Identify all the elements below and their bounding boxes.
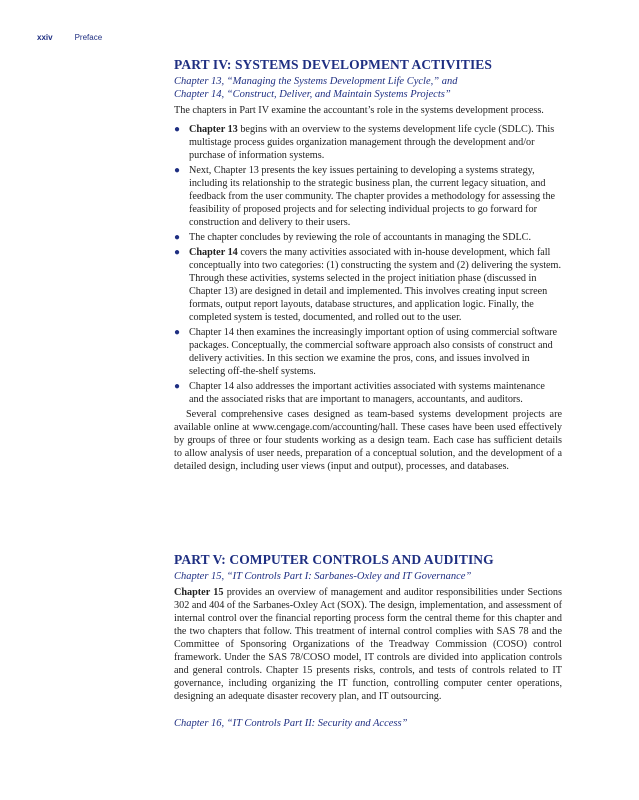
- list-item-text: Chapter 14 also addresses the important activities associated with systems maintenance and the associated risks that are important to managers, accountants, and auditors.: [189, 381, 545, 405]
- part-iv-title: PART IV: SYSTEMS DEVELOPMENT ACTIVITIES: [174, 57, 493, 72]
- part-iv-closing-paragraph: Several comprehensive cases designed as team-based systems development projects are available online at www.cengage.com/accounting/hall. These cases have been used effectively by groups of three or four students working as a design team. Each case has sufficient details to allow analysis of user needs, preparation of a conceptual solution, and the development of a detailed design, including user views (input and output), processes, and databases.: [174, 409, 562, 472]
- bullet-icon: ●: [174, 327, 181, 338]
- paragraph-text: provides an overview of management and auditor responsibilities under Sections 302 and 404 of the Sarbanes-Oxley Act (SOX). The design, implementation, and assessment of internal control over the financial reporting process form the central theme for this chapter and the two chapters that follow. This treatment of internal control complies with SAS 78 and the Committee of Sponsoring Organizations of the Treadway Commission (COSO) control framework. Under the SAS 78/COSO model, IT controls are divided into application controls and general controls. Chapter 15 presents risks, controls, and tests of controls related to IT governance, including organizing the IT function, controlling computer center operations, designing an adequate disaster recovery plan, and IT outsourcing.: [174, 587, 562, 702]
- part-v-title: PART V: COMPUTER CONTROLS AND AUDITING: [174, 552, 494, 567]
- bold-lead: Chapter 13: [189, 124, 238, 135]
- chapter-13-reference: Chapter 13, “Managing the Systems Development Life Cycle,” and: [174, 76, 458, 87]
- list-item-text: begins with an overview to the systems development life cycle (SDLC). This multistage process guides organization management through the development and/or purchase of information systems.: [189, 124, 555, 161]
- chapter-15-paragraph: [174, 586, 562, 703]
- list-item-text: Next, Chapter 13 presents the key issues pertaining to developing a systems strategy, including its relationship to the strategic business plan, the current legacy situation, and feedback from the user community. The chapter provides a methodology for assessing the feasibility of proposed projects and for selecting individual projects to go forward for construction and delivery to their users.: [189, 165, 556, 228]
- list-item-text: covers the many activities associated with in-house development, which fall conceptually into two categories: (1) constructing the system and (2) delivering the system. Through these activities, systems selected in the project initiation phase (discussed in Chapter 13) are designed in detail and implemented. This involves creating input screen formats, output report layouts, database structures, and application logic. Finally, the completed system is tested, documented, and rolled out to the user.: [189, 247, 562, 323]
- list-item: [174, 246, 562, 324]
- section-name: Preface: [74, 33, 103, 42]
- part-iv-intro: The chapters in Part IV examine the accountant’s role in the systems development process.: [174, 105, 544, 116]
- list-item: [174, 380, 562, 406]
- list-item: [174, 164, 562, 229]
- list-item-text: Chapter 14 then examines the increasingly important option of using commercial software packages. Conceptually, the commercial software approach also consists of construct and delivery activities. In this section we examine the pros, cons, and issues involved in selecting off-the-shelf systems.: [189, 327, 558, 377]
- list-item-text: The chapter concludes by reviewing the role of accountants in managing the SDLC.: [189, 232, 532, 243]
- list-item: [174, 123, 562, 162]
- chapter-14-reference: Chapter 14, “Construct, Deliver, and Maintain Systems Projects”: [174, 89, 451, 100]
- bold-lead: Chapter 14: [189, 247, 238, 258]
- part-v-section: [174, 551, 562, 730]
- bullet-icon: ●: [174, 247, 181, 258]
- list-item: [174, 231, 562, 244]
- bullet-icon: ●: [174, 232, 181, 243]
- page-number: xxiv: [37, 33, 53, 42]
- chapter-16-reference: Chapter 16, “IT Controls Part II: Security and Access”: [174, 718, 408, 729]
- bullet-icon: ●: [174, 165, 181, 176]
- bold-lead: Chapter 15: [174, 587, 224, 598]
- part-iv-section: [174, 56, 562, 473]
- list-item: [174, 326, 562, 378]
- chapter-15-reference: Chapter 15, “IT Controls Part I: Sarbanes-Oxley and IT Governance”: [174, 571, 472, 582]
- bullet-icon: ●: [174, 124, 181, 135]
- bullet-icon: ●: [174, 381, 181, 392]
- part-iv-bullet-list: [174, 123, 562, 406]
- running-head: [37, 33, 102, 42]
